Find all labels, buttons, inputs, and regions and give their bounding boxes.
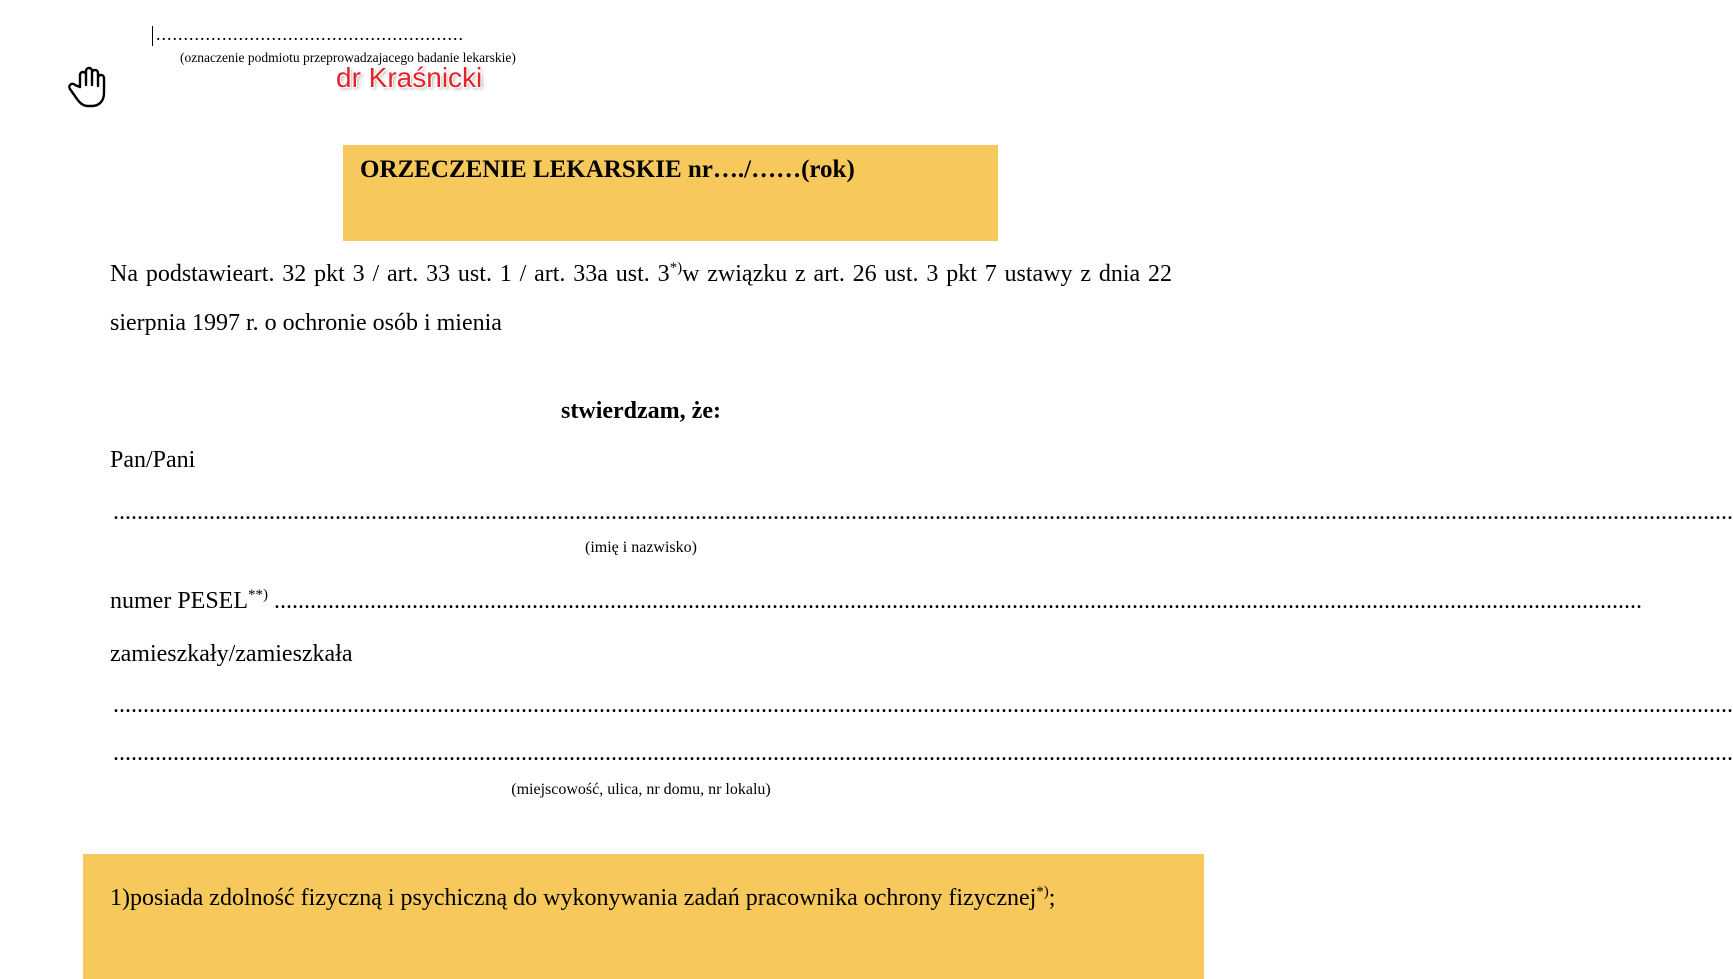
decision-footnote-mark: *): [1036, 884, 1049, 900]
name-caption: (imię i nazwisko): [585, 539, 697, 556]
decision-item-1-end: ;: [1048, 885, 1056, 911]
statement-heading: stwierdzam, że:: [561, 398, 721, 424]
pesel-label-text: numer PESEL: [110, 588, 248, 614]
basis-text-1: Na podstawieart. 32 pkt 3 / art. 33 ust. 1 / art. 33a ust. 3: [110, 261, 670, 287]
text-cursor: [152, 26, 153, 46]
pesel-dotted-line[interactable]: ....................................................................................................................................................................................................................................: [274, 588, 1642, 614]
address-caption: (miejscowość, ulica, nr domu, nr lokalu): [511, 781, 771, 798]
pesel-footnote-mark: **): [248, 587, 268, 603]
address-dotted-line-1[interactable]: ..............................................................................................................................................................................................................................................................................: [113, 692, 1733, 718]
entity-dotted-line[interactable]: ........................................................: [156, 24, 464, 44]
basis-text-2: w związku z art. 26 ust. 3 pkt 7 ustawy z dnia 22 sierpnia 1997 r. o ochronie osób i mienia: [110, 261, 1172, 336]
document-title: ORZECZENIE LEKARSKIE nr…./……(rok): [360, 156, 855, 183]
pesel-row: [110, 587, 1642, 615]
basis-footnote-mark: *): [669, 260, 683, 276]
name-dotted-line[interactable]: ..............................................................................................................................................................................................................................................................................: [113, 499, 1733, 525]
doctor-stamp: dr Kraśnicki: [336, 62, 483, 93]
decision-item-1: [110, 876, 1172, 921]
legal-basis-paragraph: [110, 250, 1172, 348]
decision-item-1-text: 1)posiada zdolność fizyczną i psychiczną do wykonywania zadań pracownika ochrony fizycznej: [110, 885, 1037, 911]
person-label: Pan/Pani: [110, 447, 196, 473]
residence-label: zamieszkały/zamieszkała: [110, 641, 353, 667]
entity-caption: (oznaczenie podmiotu przeprowadzajacego badanie lekarskie): [180, 50, 516, 65]
hand-pointer-icon: [66, 63, 112, 109]
pesel-label: [110, 588, 274, 615]
address-dotted-line-2[interactable]: ..............................................................................................................................................................................................................................................................................: [113, 740, 1733, 766]
